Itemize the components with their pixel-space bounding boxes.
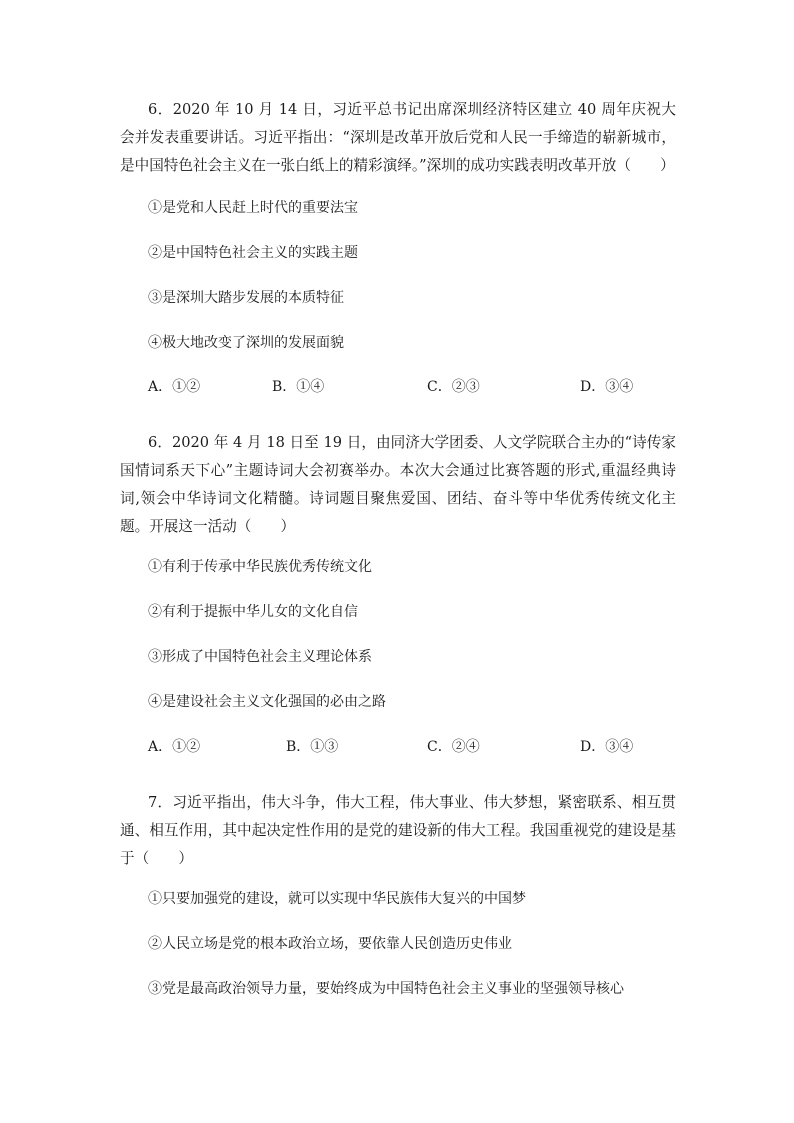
choice-d[interactable]: D．③④ xyxy=(580,739,634,755)
option-4: ④极大地改变了深圳的发展面貌 xyxy=(148,335,344,351)
question-stem: 7．习近平指出，伟大斗争，伟大工程，伟大事业、伟大梦想，紧密联系、相互贯通、相互作用，其中起决定性作用的是党的建设新的伟大工程。我国重视党的建设是基于（ ） xyxy=(120,794,676,867)
choice-b[interactable]: B．①④ xyxy=(272,379,325,395)
option-3: ③是深圳大踏步发展的本质特征 xyxy=(148,290,344,306)
option-1: ①有利于传承中华民族优秀传统文化 xyxy=(148,559,372,575)
question-1 xyxy=(120,96,676,397)
answer-choices xyxy=(120,737,676,757)
choice-a[interactable]: A．①② xyxy=(148,739,201,755)
option-4: ④是建设社会主义文化强国的必由之路 xyxy=(148,694,386,710)
choice-d[interactable]: D．③④ xyxy=(580,379,634,395)
choice-c[interactable]: C．②④ xyxy=(427,739,480,755)
question-3 xyxy=(120,789,676,999)
answer-choices xyxy=(120,377,676,397)
option-2: ②有利于提振中华儿女的文化自信 xyxy=(148,604,358,620)
option-1: ①只要加强党的建设，就可以实现中华民族伟大复兴的中国梦 xyxy=(148,891,526,907)
choice-c[interactable]: C．②③ xyxy=(427,379,480,395)
option-3: ③形成了中国特色社会主义理论体系 xyxy=(148,649,372,665)
choice-b[interactable]: B．①③ xyxy=(286,739,339,755)
option-2: ②人民立场是党的根本政治立场，要依靠人民创造历史伟业 xyxy=(148,936,512,952)
question-2 xyxy=(120,429,676,757)
option-2: ②是中国特色社会主义的实践主题 xyxy=(148,245,358,261)
option-1: ①是党和人民赶上时代的重要法宝 xyxy=(148,200,358,216)
question-stem: 6．2020 年 10 月 14 日，习近平总书记出席深圳经济特区建立 40 周年庆祝大会并发表重要讲话。习近平指出：“深圳是改革开放后党和人民一手缔造的崭新城市，是中国特色社会主义在一张白纸上的精彩演绎。”深圳的成功实践表明改革开放（ ） xyxy=(120,101,676,174)
option-3: ③党是最高政治领导力量，要始终成为中国特色社会主义事业的坚强领导核心 xyxy=(148,981,624,997)
question-stem: 6．2020 年 4 月 18 日至 19 日，由同济大学团委、人文学院联合主办的“诗传家国情词系天下心”主题诗词大会初赛举办。本次大会通过比赛答题的形式,重温经典诗词,领会中华诗词文化精髓。诗词题目聚焦爱国、团结、奋斗等中华优秀传统文化主题。开展这一活动（ ） xyxy=(120,434,676,535)
choice-a[interactable]: A．①② xyxy=(148,379,201,395)
